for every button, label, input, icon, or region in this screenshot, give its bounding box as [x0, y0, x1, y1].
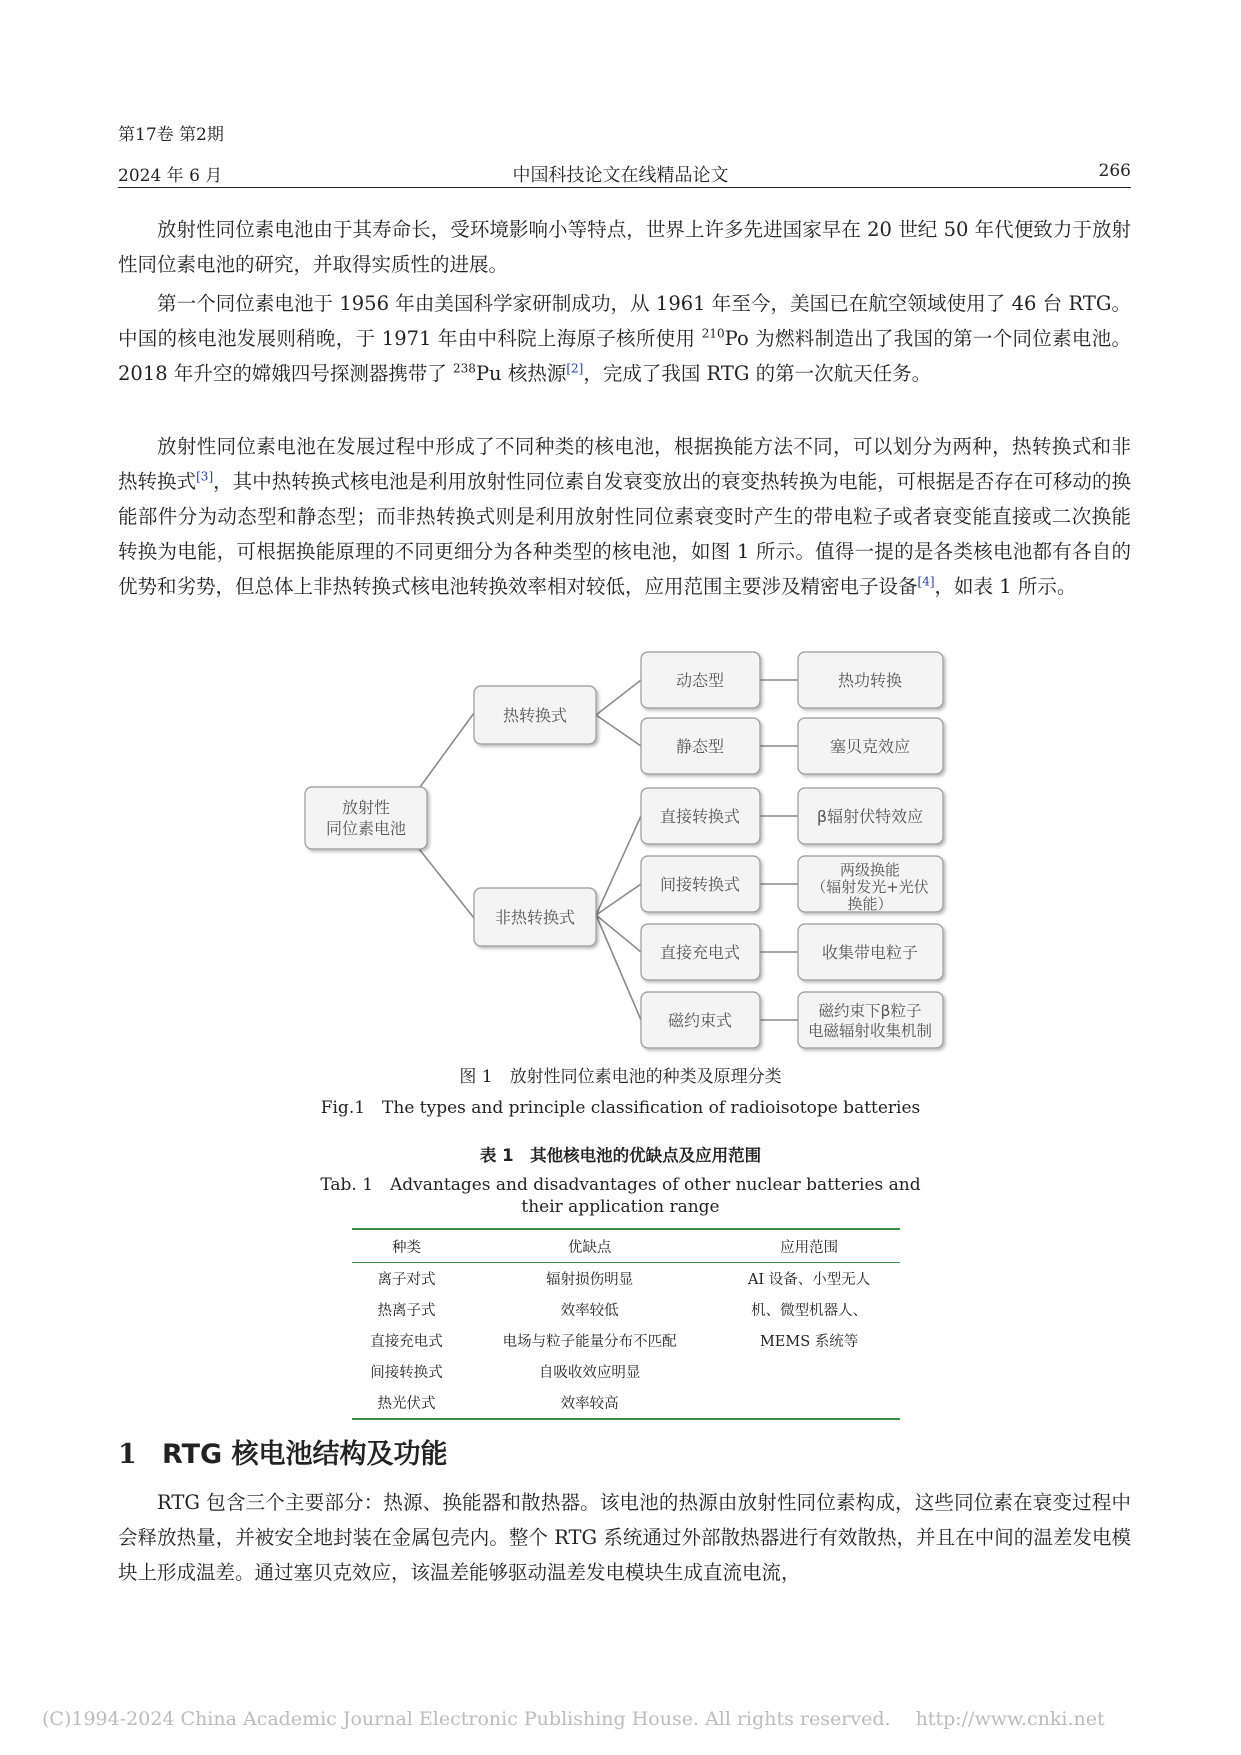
column-header-pros-cons: 优缺点: [461, 1229, 718, 1263]
table-cell: 热光伏式: [352, 1387, 461, 1419]
table-title-en-2: their application range: [521, 1197, 720, 1217]
label-indirect-conv: 间接转换式: [659, 875, 741, 894]
table-cell: AI 设备、小型无人: [747, 1272, 871, 1288]
copyright-footer: (C)1994-2024 China Academic Journal Electronic Publishing House. All rights reserved. http://www.cnki.net: [42, 1708, 1105, 1730]
label-direct-charge: 直接充电式: [659, 943, 741, 962]
citation-4[interactable]: [4]: [917, 574, 935, 589]
table-title-cn: 表 1 其他核电池的优缺点及应用范围: [479, 1146, 762, 1165]
table-cell: 热离子式: [377, 1303, 436, 1319]
table-cell: 辐射损伤明显: [546, 1272, 634, 1288]
section-heading: 1 RTG 核电池结构及功能: [118, 1439, 448, 1470]
label-seebeck: 塞贝克效应: [829, 737, 911, 756]
label-mag-collect-1: 磁约束下β粒子: [818, 1002, 922, 1020]
table-cell: MEMS 系统等: [759, 1334, 859, 1350]
table-cell: 效率较低: [560, 1303, 619, 1319]
label-two-stage-2: （辐射发光+光伏: [811, 878, 929, 896]
paragraph-2: 第一个同位素电池于 1956 年由美国科学家研制成功，从 1961 年至今，美国已在航空领域使用了 46 台 RTG。中国的核电池发展则稍晚，于 1971 年由中科院上海原子核所使用 $^{210}$Po 为燃料制造出了我国的第一个同位素电池。2018 年升空的嫦娥四号探测器携带了 $^{238}$Pu 核热源[2]，完成了我国 RTG 的第一次航天任务。: [118, 292, 1131, 385]
figure-caption-cn: 图 1 放射性同位素电池的种类及原理分类: [459, 1067, 782, 1087]
table-title-en-1: Tab. 1 Advantages and disadvantages of other nuclear batteries and: [320, 1175, 921, 1195]
citation-2[interactable]: [2]: [566, 361, 584, 376]
node-root: [305, 787, 427, 849]
label-nonthermal: 非热转换式: [494, 908, 576, 927]
table-cell: 直接充电式: [370, 1334, 443, 1350]
label-two-stage-1: 两级换能: [839, 861, 901, 879]
table-cell: 机、微型机器人、: [751, 1303, 868, 1319]
label-dynamic: 动态型: [675, 671, 725, 690]
table-cell: [718, 1387, 900, 1419]
table-row: [352, 1356, 900, 1387]
table-row: [352, 1387, 900, 1419]
label-magnetic: 磁约束式: [667, 1011, 733, 1030]
table-row: [352, 1325, 900, 1356]
journal-name: 中国科技论文在线精品论文: [512, 165, 729, 186]
label-beta-volt: β辐射伏特效应: [816, 807, 924, 826]
paragraph-4: RTG 包含三个主要部分：热源、换能器和散热器。该电池的热源由放射性同位素构成，这些同位素在衰变过程中会释放热量，并被安全地封装在金属包壳内。整个 RTG 系统通过外部散热器进行有效散热，并且在中间的温差发电模块上形成温差。通过塞贝克效应，该温差能够驱动温差发电模块生成直流电流，: [118, 1491, 1131, 1584]
table-cell: 间接转换式: [370, 1365, 443, 1381]
issue-date: 2024 年 6 月: [118, 166, 223, 186]
label-root-1: 放射性: [341, 798, 391, 817]
column-header-type: 种类: [352, 1229, 461, 1263]
table-cell: 电场与粒子能量分布不匹配: [502, 1334, 677, 1350]
label-thermal: 热转换式: [502, 706, 568, 725]
figure-caption-en: Fig.1 The types and principle classification of radioisotope batteries: [320, 1098, 921, 1118]
citation-3[interactable]: [3]: [196, 469, 214, 484]
paragraph-1: 放射性同位素电池由于其寿命长，受环境影响小等特点，世界上许多先进国家早在 20 世纪 50 年代便致力于放射性同位素电池的研究，并取得实质性的进展。: [118, 218, 1131, 276]
table-1: [352, 1228, 900, 1420]
label-mag-collect-2: 电磁辐射收集机制: [807, 1022, 933, 1040]
page-number: 266: [1098, 161, 1131, 181]
paragraph-3: 放射性同位素电池在发展过程中形成了不同种类的核电池，根据换能方法不同，可以划分为两种，热转换式和非热转换式[3]，其中热转换式核电池是利用放射性同位素自发衰变放出的衰变热转换为电能，可根据是否存在可移动的换能部件分为动态型和静态型；而非热转换式则是利用放射性同位素衰变时产生的带电粒子或者衰变能直接或二次换能转换为电能，可根据换能原理的不同更细分为各种类型的核电池，如图 1 所示。值得一提的是各类核电池都有各自的优势和劣势，但总体上非热转换式核电池转换效率相对较低，应用范围主要涉及精密电子设备[4]，如表 1 所示。: [118, 435, 1131, 598]
table-cell: [718, 1356, 900, 1387]
table-cell: 效率较高: [461, 1387, 718, 1419]
journal-volume: 第17卷 第2期: [118, 125, 224, 145]
table-header-row: [352, 1229, 900, 1263]
label-thermo-work: 热功转换: [837, 671, 903, 690]
label-direct-conv: 直接转换式: [659, 807, 741, 826]
label-two-stage-3: 换能）: [847, 895, 893, 913]
label-static: 静态型: [675, 737, 725, 756]
column-header-application: 应用范围: [718, 1229, 900, 1263]
table-row: [352, 1263, 900, 1295]
table-cell: 离子对式: [377, 1272, 436, 1288]
table-cell: 自吸收效应明显: [538, 1365, 641, 1381]
table-row: [352, 1294, 900, 1325]
label-root-2: 同位素电池: [325, 819, 407, 838]
label-collect: 收集带电粒子: [821, 943, 919, 962]
